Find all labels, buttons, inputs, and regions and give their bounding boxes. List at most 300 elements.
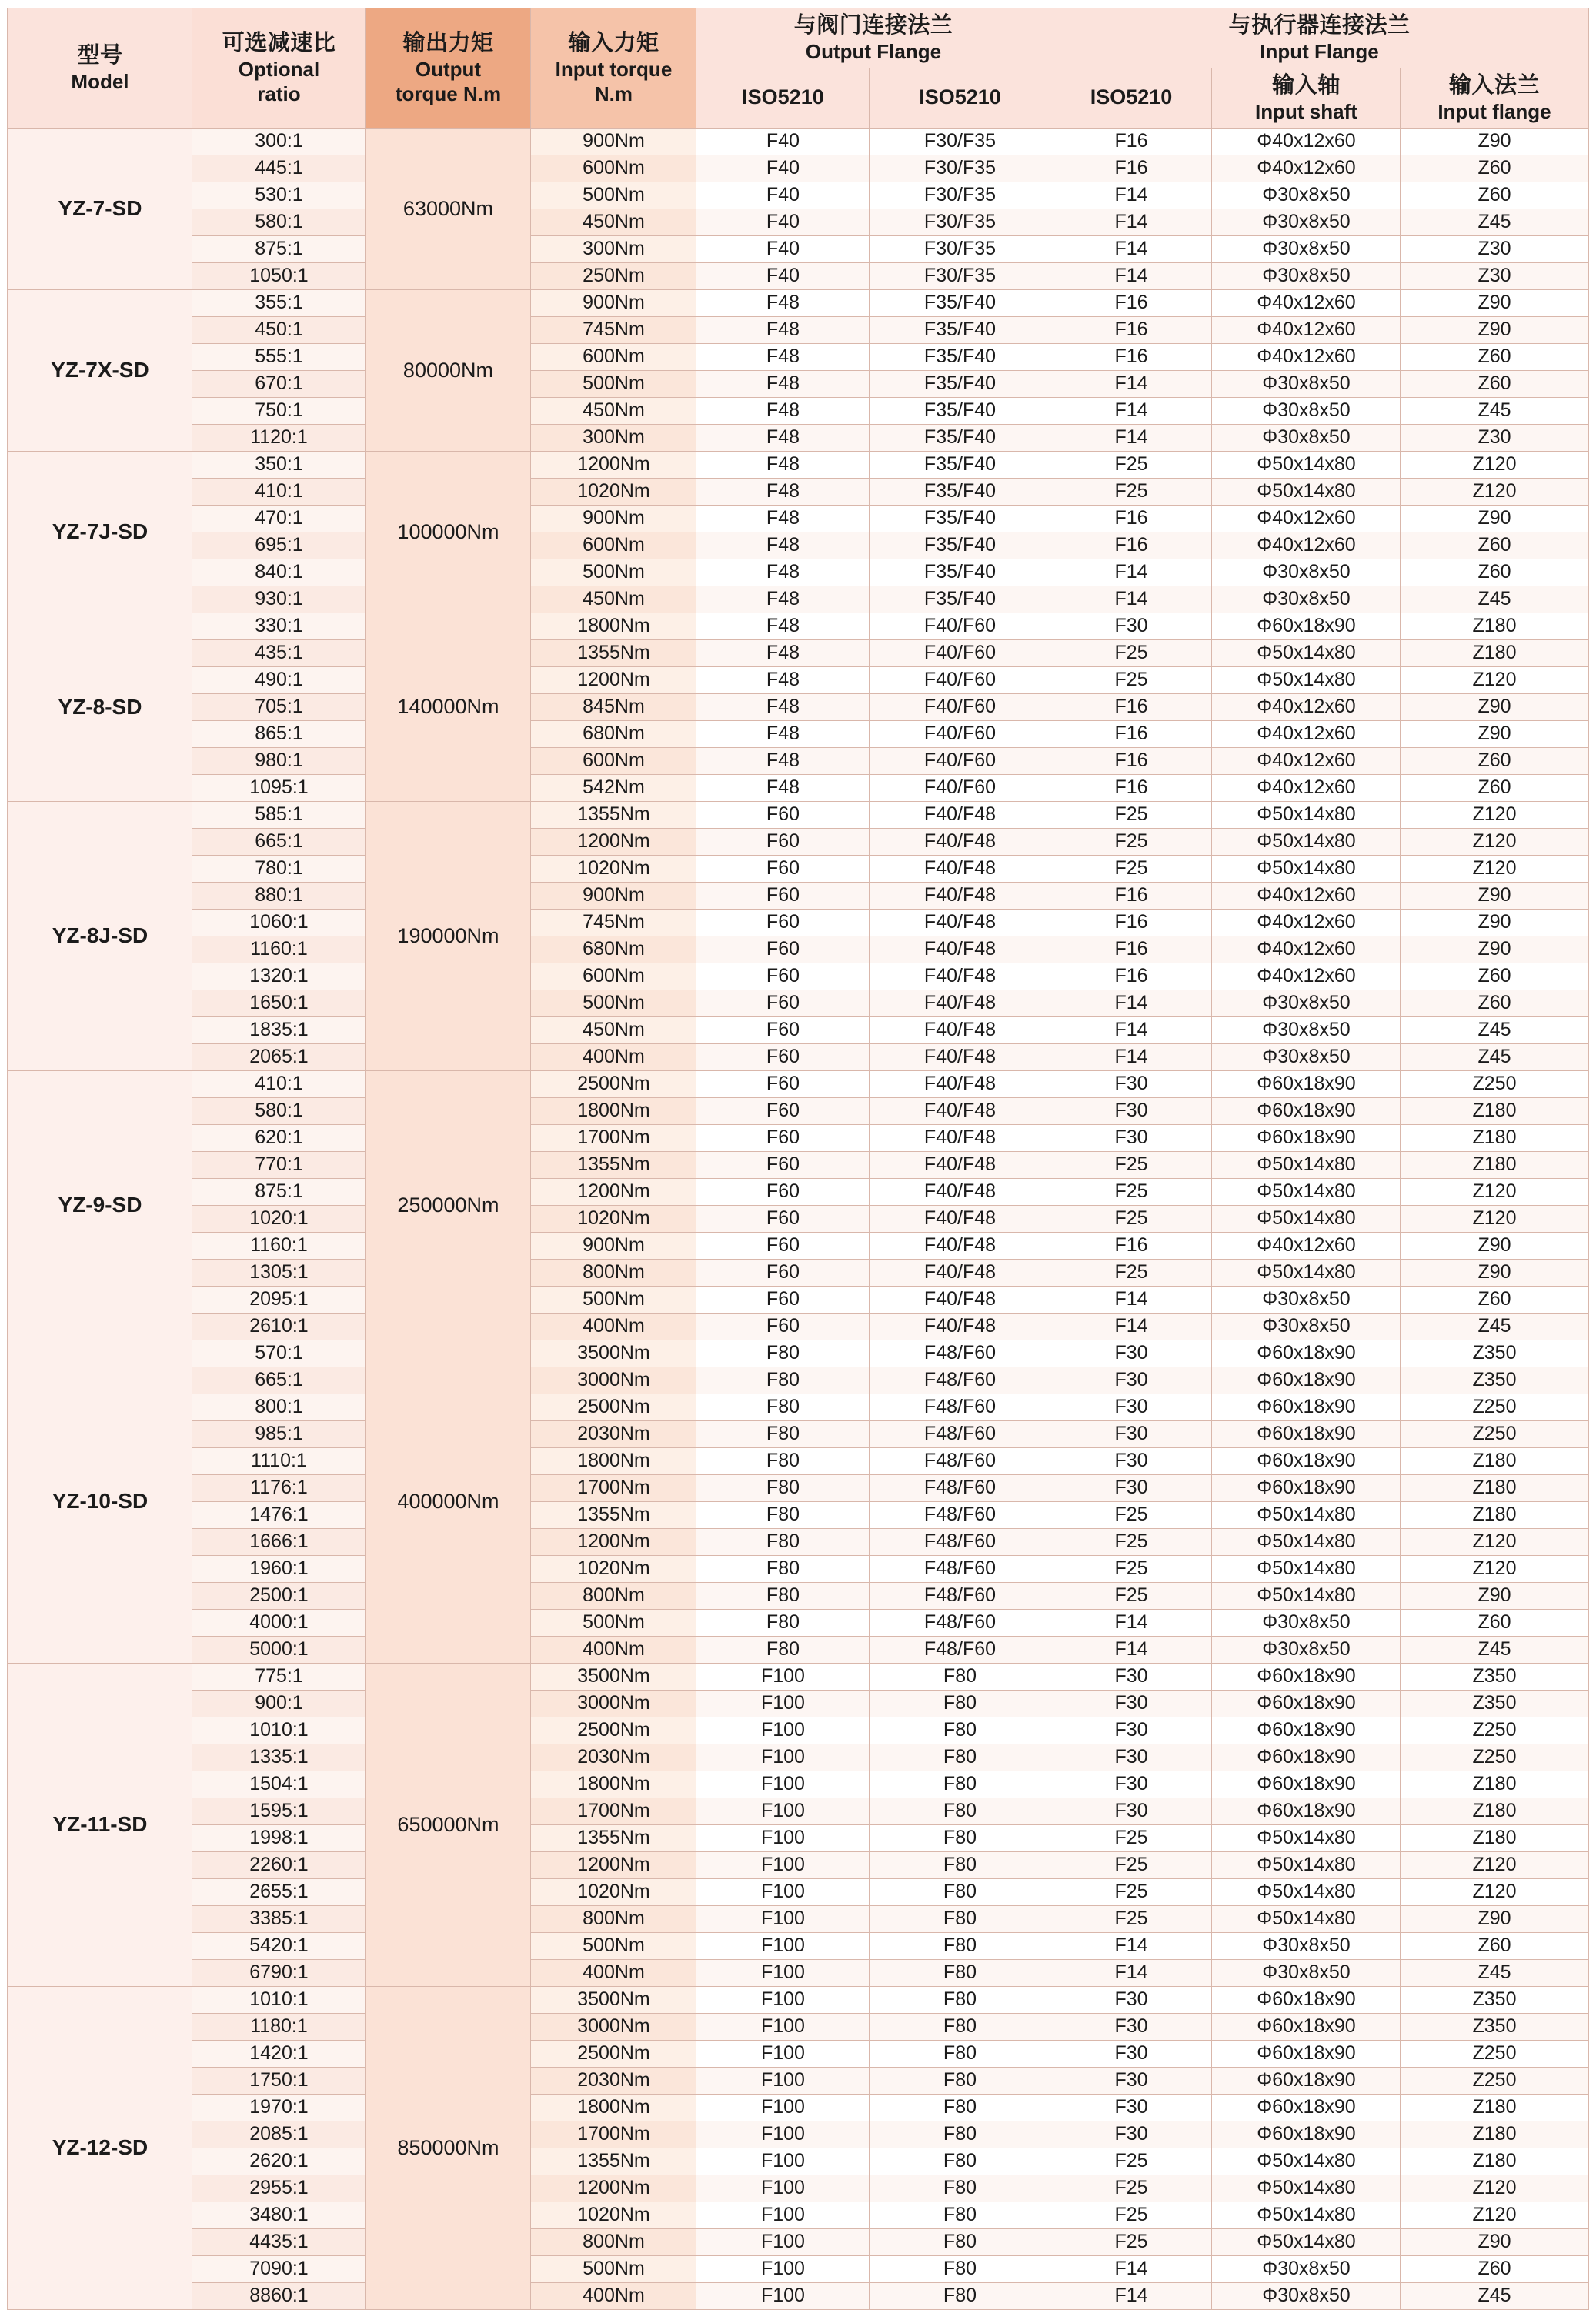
cell-input-flange-iso5210: F14 <box>1050 1959 1212 1986</box>
table-row <box>8 182 1588 209</box>
cell-model: YZ-12-SD <box>8 1986 192 2309</box>
cell-output-flange-iso5210: F80 <box>696 1501 870 1528</box>
cell-optional-ratio: 1010:1 <box>192 1986 366 2013</box>
cell-input-flange-iso5210: F16 <box>1050 882 1212 909</box>
cell-input-flange-iso5210: F14 <box>1050 559 1212 586</box>
cell-output-flange-iso5210-alt: F80 <box>870 2094 1050 2121</box>
table-row <box>8 1420 1588 1447</box>
cell-input-torque: 2500Nm <box>531 1394 696 1420</box>
cell-optional-ratio: 750:1 <box>192 397 366 424</box>
cell-optional-ratio: 2655:1 <box>192 1878 366 1905</box>
cell-input-flange-iso5210: F25 <box>1050 1151 1212 1178</box>
table-row <box>8 1717 1588 1744</box>
cell-output-flange-iso5210-alt: F40/F48 <box>870 1124 1050 1151</box>
cell-output-flange-iso5210-alt: F35/F40 <box>870 586 1050 613</box>
table-row <box>8 720 1588 747</box>
header-output-flange-en: Output Flange <box>805 40 942 64</box>
cell-input-torque: 2500Nm <box>531 2040 696 2067</box>
cell-output-flange-iso5210: F48 <box>696 774 870 801</box>
cell-input-torque: 300Nm <box>531 235 696 262</box>
cell-input-flange-iso5210: F14 <box>1050 990 1212 1016</box>
cell-optional-ratio: 1180:1 <box>192 2013 366 2040</box>
cell-input-torque: 400Nm <box>531 1636 696 1663</box>
cell-optional-ratio: 780:1 <box>192 855 366 882</box>
cell-input-shaft: Φ60x18x90 <box>1212 1447 1401 1474</box>
cell-input-shaft: Φ50x14x80 <box>1212 451 1401 478</box>
cell-optional-ratio: 695:1 <box>192 532 366 559</box>
cell-output-flange-iso5210-alt: F80 <box>870 2202 1050 2228</box>
cell-input-shaft: Φ50x14x80 <box>1212 666 1401 693</box>
cell-input-flange: Z250 <box>1401 1420 1588 1447</box>
cell-input-flange-iso5210: F16 <box>1050 774 1212 801</box>
cell-output-flange-iso5210-alt: F40/F48 <box>870 828 1050 855</box>
cell-input-flange-iso5210: F16 <box>1050 720 1212 747</box>
cell-model: YZ-8-SD <box>8 613 192 801</box>
cell-output-flange-iso5210: F60 <box>696 909 870 936</box>
cell-optional-ratio: 2500:1 <box>192 1582 366 1609</box>
cell-optional-ratio: 1110:1 <box>192 1447 366 1474</box>
cell-input-torque: 1020Nm <box>531 1555 696 1582</box>
cell-optional-ratio: 530:1 <box>192 182 366 209</box>
cell-output-flange-iso5210-alt: F80 <box>870 1851 1050 1878</box>
cell-optional-ratio: 1476:1 <box>192 1501 366 1528</box>
cell-input-flange-iso5210: F16 <box>1050 936 1212 963</box>
cell-output-flange-iso5210-alt: F40/F48 <box>870 990 1050 1016</box>
table-row <box>8 990 1588 1016</box>
cell-input-torque: 1020Nm <box>531 855 696 882</box>
cell-optional-ratio: 580:1 <box>192 1097 366 1124</box>
cell-input-torque: 3000Nm <box>531 2013 696 2040</box>
cell-output-flange-iso5210-alt: F35/F40 <box>870 316 1050 343</box>
cell-input-shaft: Φ60x18x90 <box>1212 1420 1401 1447</box>
cell-input-flange-iso5210: F25 <box>1050 1878 1212 1905</box>
table-row <box>8 1905 1588 1932</box>
cell-input-torque: 2030Nm <box>531 1420 696 1447</box>
cell-input-shaft: Φ60x18x90 <box>1212 1124 1401 1151</box>
cell-output-flange-iso5210-alt: F40/F60 <box>870 613 1050 639</box>
cell-optional-ratio: 980:1 <box>192 747 366 774</box>
cell-optional-ratio: 775:1 <box>192 1663 366 1690</box>
cell-output-torque: 650000Nm <box>366 1663 531 1986</box>
cell-input-torque: 450Nm <box>531 397 696 424</box>
cell-input-torque: 1355Nm <box>531 1824 696 1851</box>
cell-input-flange: Z45 <box>1401 586 1588 613</box>
cell-optional-ratio: 445:1 <box>192 155 366 182</box>
cell-output-flange-iso5210: F48 <box>696 478 870 505</box>
cell-input-shaft: Φ30x8x50 <box>1212 182 1401 209</box>
cell-input-shaft: Φ60x18x90 <box>1212 1798 1401 1824</box>
cell-input-shaft: Φ60x18x90 <box>1212 1097 1401 1124</box>
cell-input-torque: 1700Nm <box>531 1124 696 1151</box>
table-row <box>8 1636 1588 1663</box>
cell-output-flange-iso5210-alt: F80 <box>870 2040 1050 2067</box>
cell-input-torque: 400Nm <box>531 2282 696 2309</box>
cell-input-flange-iso5210: F30 <box>1050 1340 1212 1367</box>
cell-input-flange-iso5210: F30 <box>1050 1367 1212 1394</box>
cell-input-shaft: Φ60x18x90 <box>1212 2040 1401 2067</box>
table-row <box>8 1959 1588 1986</box>
table-row <box>8 1690 1588 1717</box>
table-row <box>8 747 1588 774</box>
cell-input-shaft: Φ40x12x60 <box>1212 289 1401 316</box>
cell-input-torque: 900Nm <box>531 1232 696 1259</box>
cell-optional-ratio: 665:1 <box>192 828 366 855</box>
table-row <box>8 774 1588 801</box>
cell-output-flange-iso5210-alt: F48/F60 <box>870 1340 1050 1367</box>
table-row <box>8 1313 1588 1340</box>
cell-input-torque: 500Nm <box>531 1932 696 1959</box>
table-row <box>8 478 1588 505</box>
cell-output-flange-iso5210: F48 <box>696 586 870 613</box>
cell-input-flange-iso5210: F25 <box>1050 1528 1212 1555</box>
cell-input-shaft: Φ50x14x80 <box>1212 1555 1401 1582</box>
cell-optional-ratio: 2095:1 <box>192 1286 366 1313</box>
cell-output-flange-iso5210-alt: F35/F40 <box>870 532 1050 559</box>
table-row <box>8 370 1588 397</box>
cell-output-flange-iso5210-alt: F40/F48 <box>870 801 1050 828</box>
cell-input-shaft: Φ30x8x50 <box>1212 1043 1401 1070</box>
cell-input-torque: 500Nm <box>531 990 696 1016</box>
cell-input-shaft: Φ60x18x90 <box>1212 1717 1401 1744</box>
cell-output-flange-iso5210: F60 <box>696 1124 870 1151</box>
cell-input-flange-iso5210: F14 <box>1050 2255 1212 2282</box>
cell-output-flange-iso5210-alt: F35/F40 <box>870 505 1050 532</box>
cell-input-flange: Z45 <box>1401 397 1588 424</box>
cell-output-flange-iso5210: F48 <box>696 720 870 747</box>
cell-output-torque: 63000Nm <box>366 128 531 289</box>
cell-input-torque: 1355Nm <box>531 801 696 828</box>
cell-input-shaft: Φ50x14x80 <box>1212 1501 1401 1528</box>
cell-input-torque: 800Nm <box>531 2228 696 2255</box>
header-ratio-en2: ratio <box>257 82 301 106</box>
cell-optional-ratio: 1010:1 <box>192 1717 366 1744</box>
cell-model: YZ-10-SD <box>8 1340 192 1663</box>
cell-input-shaft: Φ30x8x50 <box>1212 209 1401 235</box>
cell-optional-ratio: 705:1 <box>192 693 366 720</box>
cell-output-flange-iso5210-alt: F80 <box>870 2175 1050 2202</box>
table-row <box>8 1932 1588 1959</box>
cell-input-flange: Z60 <box>1401 532 1588 559</box>
cell-output-flange-iso5210-alt: F48/F60 <box>870 1474 1050 1501</box>
cell-input-torque: 400Nm <box>531 1043 696 1070</box>
cell-output-flange-iso5210-alt: F80 <box>870 2282 1050 2309</box>
cell-input-shaft: Φ30x8x50 <box>1212 370 1401 397</box>
cell-input-shaft: Φ40x12x60 <box>1212 1232 1401 1259</box>
cell-output-flange-iso5210: F100 <box>696 2148 870 2175</box>
cell-input-flange-iso5210: F25 <box>1050 2148 1212 2175</box>
table-row <box>8 2067 1588 2094</box>
cell-input-shaft: Φ30x8x50 <box>1212 586 1401 613</box>
cell-input-flange: Z30 <box>1401 424 1588 451</box>
cell-input-shaft: Φ50x14x80 <box>1212 1151 1401 1178</box>
cell-output-flange-iso5210-alt: F80 <box>870 1905 1050 1932</box>
cell-output-flange-iso5210: F80 <box>696 1582 870 1609</box>
header-model <box>8 8 192 129</box>
cell-input-flange-iso5210: F14 <box>1050 1932 1212 1959</box>
cell-input-shaft: Φ60x18x90 <box>1212 1771 1401 1798</box>
cell-input-flange-iso5210: F25 <box>1050 801 1212 828</box>
cell-optional-ratio: 1160:1 <box>192 936 366 963</box>
cell-input-torque: 1020Nm <box>531 1205 696 1232</box>
cell-input-torque: 1020Nm <box>531 1878 696 1905</box>
cell-input-flange: Z180 <box>1401 1798 1588 1824</box>
header-input-flange-en: Input Flange <box>1260 40 1379 64</box>
table-row <box>8 1878 1588 1905</box>
table-row <box>8 2175 1588 2202</box>
cell-output-flange-iso5210: F100 <box>696 1932 870 1959</box>
cell-optional-ratio: 2955:1 <box>192 2175 366 2202</box>
cell-input-torque: 680Nm <box>531 936 696 963</box>
table-row <box>8 424 1588 451</box>
cell-output-flange-iso5210: F100 <box>696 1824 870 1851</box>
cell-output-flange-iso5210-alt: F48/F60 <box>870 1367 1050 1394</box>
cell-input-shaft: Φ30x8x50 <box>1212 424 1401 451</box>
cell-input-flange-iso5210: F14 <box>1050 397 1212 424</box>
cell-input-flange-iso5210: F16 <box>1050 532 1212 559</box>
cell-optional-ratio: 2260:1 <box>192 1851 366 1878</box>
cell-input-shaft: Φ50x14x80 <box>1212 1824 1401 1851</box>
cell-input-shaft: Φ50x14x80 <box>1212 478 1401 505</box>
cell-output-flange-iso5210-alt: F80 <box>870 1771 1050 1798</box>
cell-input-flange-iso5210: F30 <box>1050 613 1212 639</box>
cell-input-flange-iso5210: F25 <box>1050 1582 1212 1609</box>
cell-optional-ratio: 800:1 <box>192 1394 366 1420</box>
cell-input-flange-iso5210: F30 <box>1050 1663 1212 1690</box>
cell-input-torque: 845Nm <box>531 693 696 720</box>
table-row <box>8 1663 1588 1690</box>
cell-input-flange-iso5210: F25 <box>1050 666 1212 693</box>
cell-input-torque: 900Nm <box>531 505 696 532</box>
cell-input-flange: Z60 <box>1401 2255 1588 2282</box>
cell-input-flange: Z180 <box>1401 613 1588 639</box>
cell-output-flange-iso5210: F60 <box>696 1205 870 1232</box>
cell-optional-ratio: 1176:1 <box>192 1474 366 1501</box>
header-output-flange-cn: 与阀门连接法兰 <box>793 13 953 38</box>
cell-output-flange-iso5210: F40 <box>696 262 870 289</box>
cell-input-shaft: Φ60x18x90 <box>1212 1474 1401 1501</box>
cell-input-torque: 600Nm <box>531 532 696 559</box>
table-header <box>8 8 1588 129</box>
cell-input-flange-iso5210: F14 <box>1050 1016 1212 1043</box>
cell-input-flange-iso5210: F16 <box>1050 693 1212 720</box>
cell-output-flange-iso5210-alt: F35/F40 <box>870 424 1050 451</box>
cell-output-torque: 100000Nm <box>366 451 531 613</box>
cell-input-shaft: Φ40x12x60 <box>1212 720 1401 747</box>
cell-output-flange-iso5210: F80 <box>696 1447 870 1474</box>
cell-input-torque: 450Nm <box>531 209 696 235</box>
cell-input-shaft: Φ50x14x80 <box>1212 2202 1401 2228</box>
cell-input-shaft: Φ50x14x80 <box>1212 1205 1401 1232</box>
cell-input-shaft: Φ40x12x60 <box>1212 774 1401 801</box>
cell-input-torque: 680Nm <box>531 720 696 747</box>
cell-input-flange: Z250 <box>1401 2067 1588 2094</box>
cell-input-flange-iso5210: F30 <box>1050 2013 1212 2040</box>
cell-output-flange-iso5210-alt: F80 <box>870 1932 1050 1959</box>
cell-input-torque: 600Nm <box>531 155 696 182</box>
cell-output-flange-iso5210-alt: F40/F48 <box>870 855 1050 882</box>
cell-output-flange-iso5210-alt: F48/F60 <box>870 1394 1050 1420</box>
cell-output-flange-iso5210: F100 <box>696 2282 870 2309</box>
cell-output-flange-iso5210-alt: F40/F60 <box>870 639 1050 666</box>
cell-optional-ratio: 1650:1 <box>192 990 366 1016</box>
table-row <box>8 2282 1588 2309</box>
cell-output-flange-iso5210: F48 <box>696 343 870 370</box>
cell-input-flange-iso5210: F30 <box>1050 1690 1212 1717</box>
cell-output-flange-iso5210: F60 <box>696 882 870 909</box>
cell-output-flange-iso5210: F48 <box>696 505 870 532</box>
cell-input-flange: Z180 <box>1401 1447 1588 1474</box>
table-row <box>8 1744 1588 1771</box>
table-row <box>8 882 1588 909</box>
cell-input-flange: Z350 <box>1401 1340 1588 1367</box>
cell-output-flange-iso5210-alt: F40/F48 <box>870 1259 1050 1286</box>
cell-output-flange-iso5210: F40 <box>696 235 870 262</box>
cell-input-flange-iso5210: F14 <box>1050 424 1212 451</box>
cell-output-flange-iso5210-alt: F30/F35 <box>870 182 1050 209</box>
cell-output-flange-iso5210-alt: F48/F60 <box>870 1528 1050 1555</box>
cell-output-torque: 80000Nm <box>366 289 531 451</box>
cell-output-flange-iso5210: F100 <box>696 2094 870 2121</box>
cell-output-torque: 850000Nm <box>366 1986 531 2309</box>
cell-input-flange: Z180 <box>1401 1771 1588 1798</box>
cell-input-shaft: Φ40x12x60 <box>1212 155 1401 182</box>
cell-input-flange: Z250 <box>1401 2040 1588 2067</box>
cell-input-flange-iso5210: F30 <box>1050 2121 1212 2148</box>
cell-output-flange-iso5210: F40 <box>696 182 870 209</box>
cell-input-torque: 1700Nm <box>531 1474 696 1501</box>
cell-input-flange-iso5210: F30 <box>1050 1124 1212 1151</box>
cell-output-flange-iso5210-alt: F80 <box>870 2067 1050 2094</box>
cell-input-torque: 2500Nm <box>531 1717 696 1744</box>
cell-input-torque: 1200Nm <box>531 2175 696 2202</box>
cell-output-flange-iso5210-alt: F80 <box>870 2255 1050 2282</box>
cell-input-flange-iso5210: F25 <box>1050 2175 1212 2202</box>
cell-output-flange-iso5210: F100 <box>696 1663 870 1690</box>
cell-input-flange: Z120 <box>1401 1851 1588 1878</box>
cell-input-torque: 900Nm <box>531 128 696 155</box>
cell-input-torque: 1800Nm <box>531 2094 696 2121</box>
cell-output-flange-iso5210: F60 <box>696 1151 870 1178</box>
cell-input-shaft: Φ30x8x50 <box>1212 1016 1401 1043</box>
cell-input-shaft: Φ60x18x90 <box>1212 1070 1401 1097</box>
cell-input-shaft: Φ50x14x80 <box>1212 1528 1401 1555</box>
header-iso5210-3: ISO5210 <box>1050 68 1212 128</box>
cell-input-flange: Z30 <box>1401 262 1588 289</box>
cell-input-shaft: Φ30x8x50 <box>1212 990 1401 1016</box>
cell-output-flange-iso5210: F80 <box>696 1555 870 1582</box>
cell-input-shaft: Φ60x18x90 <box>1212 2094 1401 2121</box>
cell-optional-ratio: 1960:1 <box>192 1555 366 1582</box>
cell-input-torque: 1020Nm <box>531 478 696 505</box>
cell-input-flange-iso5210: F14 <box>1050 235 1212 262</box>
cell-input-torque: 3000Nm <box>531 1690 696 1717</box>
cell-output-flange-iso5210-alt: F80 <box>870 1663 1050 1690</box>
cell-input-torque: 2030Nm <box>531 1744 696 1771</box>
cell-input-shaft: Φ40x12x60 <box>1212 693 1401 720</box>
cell-output-flange-iso5210-alt: F48/F60 <box>870 1420 1050 1447</box>
cell-input-torque: 800Nm <box>531 1259 696 1286</box>
cell-input-shaft: Φ50x14x80 <box>1212 1878 1401 1905</box>
cell-input-flange: Z90 <box>1401 128 1588 155</box>
cell-optional-ratio: 670:1 <box>192 370 366 397</box>
cell-input-flange: Z120 <box>1401 1205 1588 1232</box>
cell-input-shaft: Φ40x12x60 <box>1212 882 1401 909</box>
cell-input-torque: 600Nm <box>531 343 696 370</box>
cell-optional-ratio: 1504:1 <box>192 1771 366 1798</box>
cell-input-shaft: Φ50x14x80 <box>1212 855 1401 882</box>
cell-input-flange: Z90 <box>1401 316 1588 343</box>
header-input-torque-cn: 输入力矩 <box>568 30 659 55</box>
header-iso5210-1: ISO5210 <box>696 68 870 128</box>
table-row <box>8 1043 1588 1070</box>
cell-optional-ratio: 2610:1 <box>192 1313 366 1340</box>
cell-input-shaft: Φ60x18x90 <box>1212 1394 1401 1420</box>
header-input-torque-en: Input torque <box>555 57 673 81</box>
cell-model: YZ-9-SD <box>8 1070 192 1340</box>
table-row <box>8 586 1588 613</box>
cell-output-flange-iso5210: F48 <box>696 559 870 586</box>
cell-input-torque: 800Nm <box>531 1905 696 1932</box>
cell-output-flange-iso5210: F60 <box>696 963 870 990</box>
table-row <box>8 1205 1588 1232</box>
cell-input-flange-iso5210: F25 <box>1050 451 1212 478</box>
cell-input-flange: Z90 <box>1401 693 1588 720</box>
cell-input-torque: 500Nm <box>531 2255 696 2282</box>
cell-input-flange: Z60 <box>1401 155 1588 182</box>
cell-input-torque: 1700Nm <box>531 1798 696 1824</box>
cell-optional-ratio: 2085:1 <box>192 2121 366 2148</box>
cell-input-flange: Z120 <box>1401 451 1588 478</box>
cell-input-torque: 2030Nm <box>531 2067 696 2094</box>
cell-output-flange-iso5210: F48 <box>696 451 870 478</box>
cell-output-flange-iso5210: F100 <box>696 1878 870 1905</box>
cell-input-flange-iso5210: F25 <box>1050 1905 1212 1932</box>
cell-optional-ratio: 5420:1 <box>192 1932 366 1959</box>
cell-optional-ratio: 555:1 <box>192 343 366 370</box>
cell-output-flange-iso5210-alt: F40/F48 <box>870 963 1050 990</box>
cell-output-flange-iso5210-alt: F80 <box>870 1878 1050 1905</box>
cell-output-flange-iso5210-alt: F40/F48 <box>870 1286 1050 1313</box>
cell-input-flange: Z45 <box>1401 1016 1588 1043</box>
cell-output-flange-iso5210: F48 <box>696 639 870 666</box>
cell-input-flange-iso5210: F25 <box>1050 2228 1212 2255</box>
cell-output-flange-iso5210-alt: F30/F35 <box>870 262 1050 289</box>
cell-output-flange-iso5210-alt: F48/F60 <box>870 1609 1050 1636</box>
cell-input-flange: Z180 <box>1401 1474 1588 1501</box>
cell-input-flange: Z60 <box>1401 1609 1588 1636</box>
cell-optional-ratio: 3480:1 <box>192 2202 366 2228</box>
header-output-torque <box>366 8 531 129</box>
cell-output-flange-iso5210: F80 <box>696 1420 870 1447</box>
cell-input-torque: 800Nm <box>531 1582 696 1609</box>
cell-input-flange: Z90 <box>1401 1232 1588 1259</box>
cell-input-flange-iso5210: F25 <box>1050 1205 1212 1232</box>
cell-output-flange-iso5210: F60 <box>696 855 870 882</box>
cell-input-shaft: Φ30x8x50 <box>1212 1959 1401 1986</box>
cell-output-flange-iso5210: F100 <box>696 1905 870 1932</box>
cell-output-flange-iso5210-alt: F40/F48 <box>870 882 1050 909</box>
cell-input-flange-iso5210: F25 <box>1050 1851 1212 1878</box>
cell-input-shaft: Φ30x8x50 <box>1212 559 1401 586</box>
cell-output-flange-iso5210-alt: F35/F40 <box>870 397 1050 424</box>
cell-input-flange: Z45 <box>1401 1636 1588 1663</box>
cell-input-torque: 1355Nm <box>531 1501 696 1528</box>
table-row <box>8 1474 1588 1501</box>
cell-optional-ratio: 880:1 <box>192 882 366 909</box>
cell-input-flange-iso5210: F30 <box>1050 1097 1212 1124</box>
cell-optional-ratio: 665:1 <box>192 1367 366 1394</box>
cell-output-flange-iso5210: F100 <box>696 1744 870 1771</box>
